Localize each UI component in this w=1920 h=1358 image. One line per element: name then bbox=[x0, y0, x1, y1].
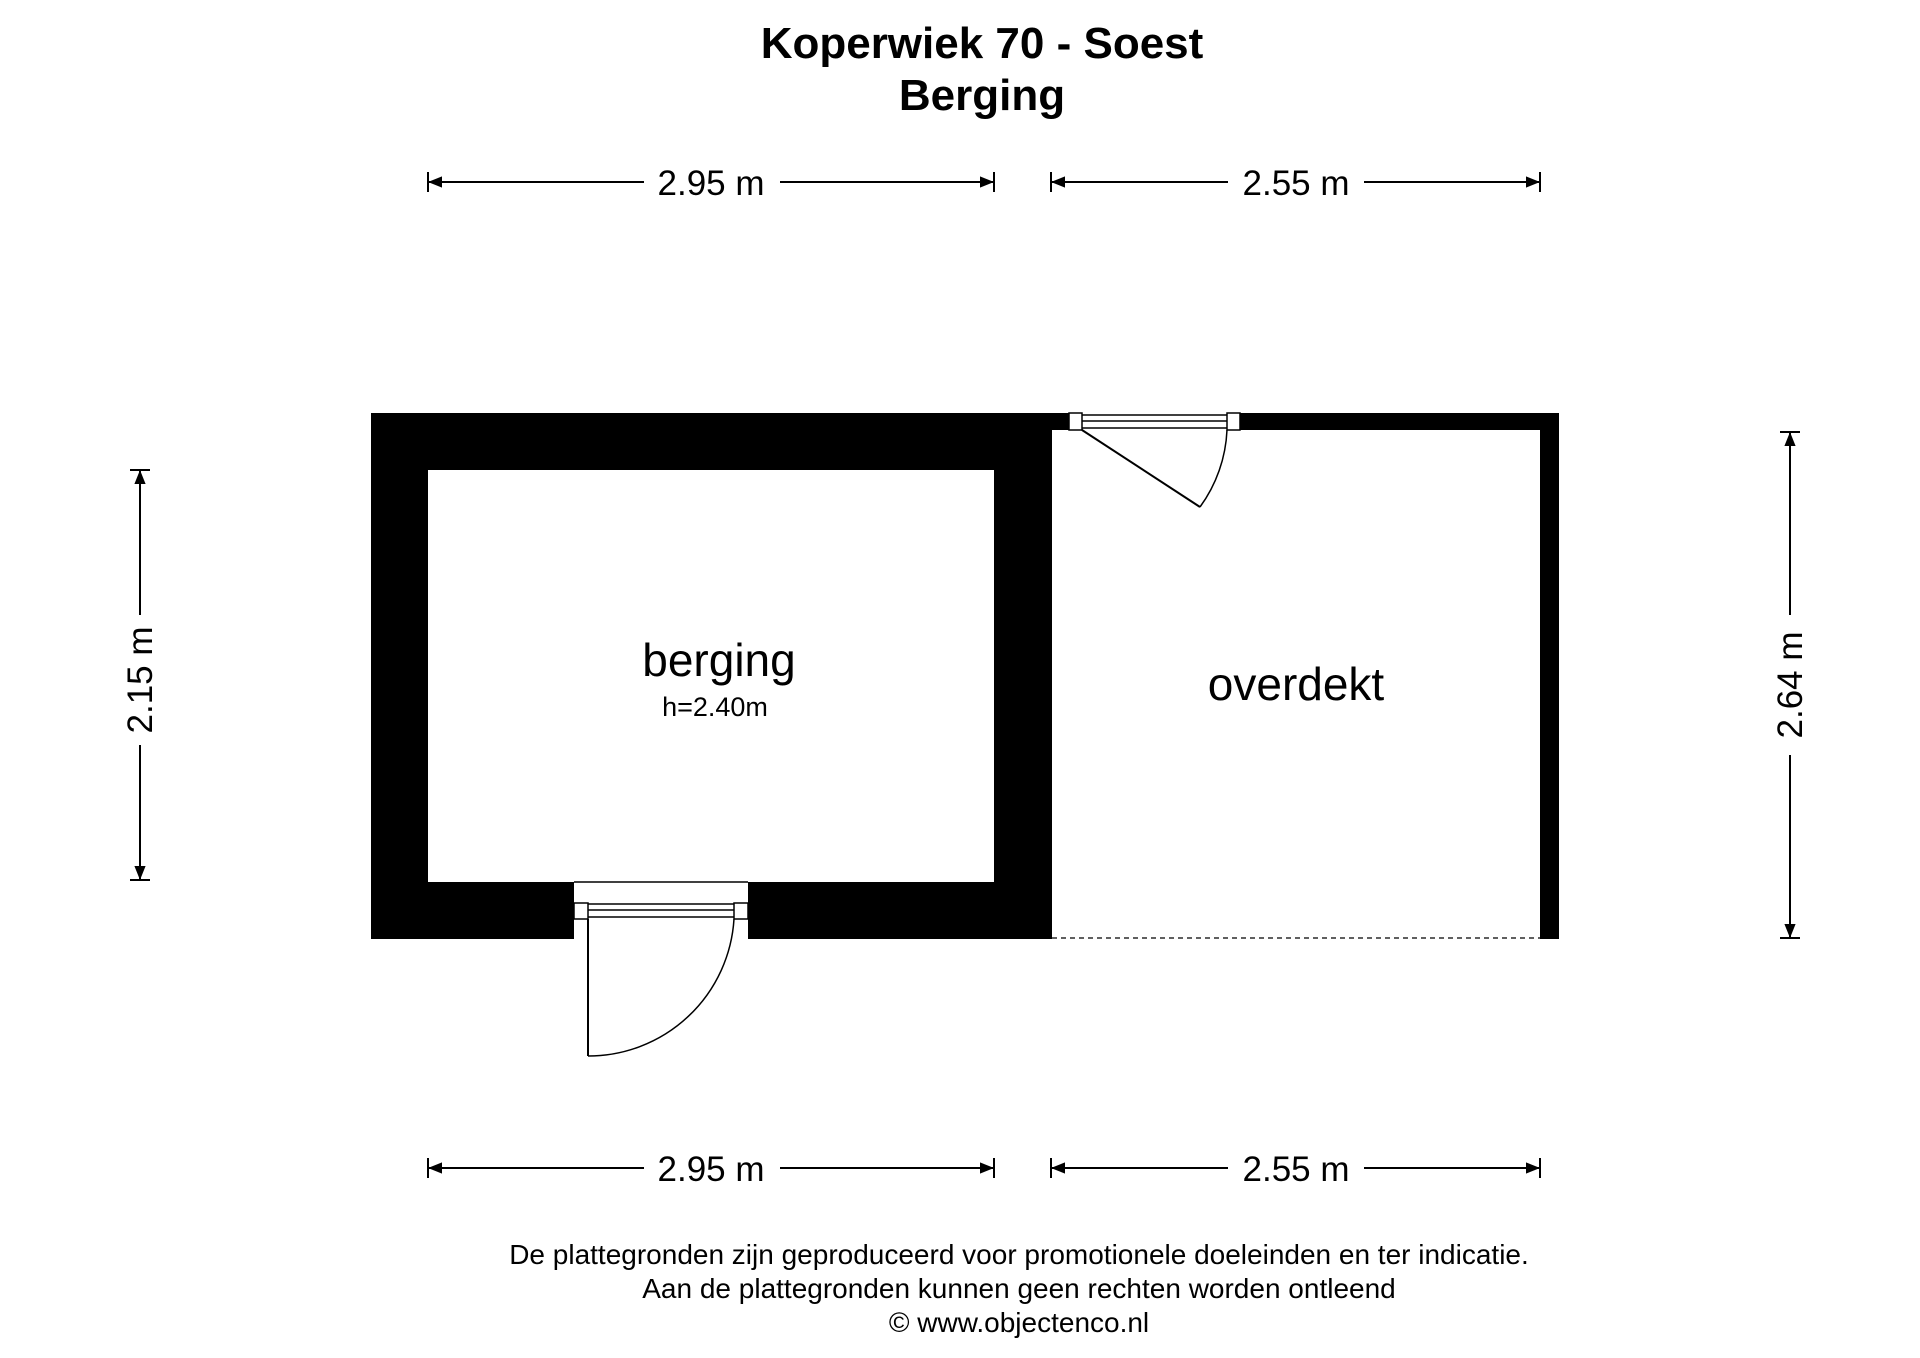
dimension-right-height bbox=[1771, 432, 1810, 938]
dimension-bottom-right bbox=[1051, 1150, 1540, 1189]
dimension-top-right-label: 2.55 m bbox=[1242, 164, 1350, 203]
room-overdekt-label: overdekt bbox=[1207, 658, 1385, 710]
overdekt-door bbox=[1069, 413, 1240, 507]
disclaimer-copyright: © www.objectenco.nl bbox=[888, 1307, 1150, 1338]
berging-door bbox=[574, 882, 748, 1056]
dimension-left-height bbox=[121, 470, 160, 880]
dimension-top-left bbox=[428, 164, 994, 203]
room-berging-height: h=2.40m bbox=[662, 692, 768, 722]
disclaimer-line-2: Aan de plattegronden kunnen geen rechten worden ontleend bbox=[642, 1273, 1396, 1304]
dimension-bottom-right-label: 2.55 m bbox=[1242, 1150, 1350, 1189]
dimension-bottom-left-label: 2.95 m bbox=[657, 1150, 765, 1189]
plan-title: Koperwiek 70 - Soest bbox=[760, 19, 1204, 68]
disclaimer-line-1: De plattegronden zijn geproduceerd voor promotionele doeleinden en ter indicatie. bbox=[509, 1239, 1529, 1270]
dimension-top-right bbox=[1051, 164, 1540, 203]
plan-subtitle: Berging bbox=[898, 71, 1066, 120]
dimension-bottom-left bbox=[428, 1150, 994, 1189]
room-berging-label: berging bbox=[642, 634, 796, 686]
dimension-right-height-label: 2.64 m bbox=[1771, 631, 1810, 739]
dimension-top-left-label: 2.95 m bbox=[657, 164, 765, 203]
dimension-left-height-label: 2.15 m bbox=[121, 626, 160, 734]
